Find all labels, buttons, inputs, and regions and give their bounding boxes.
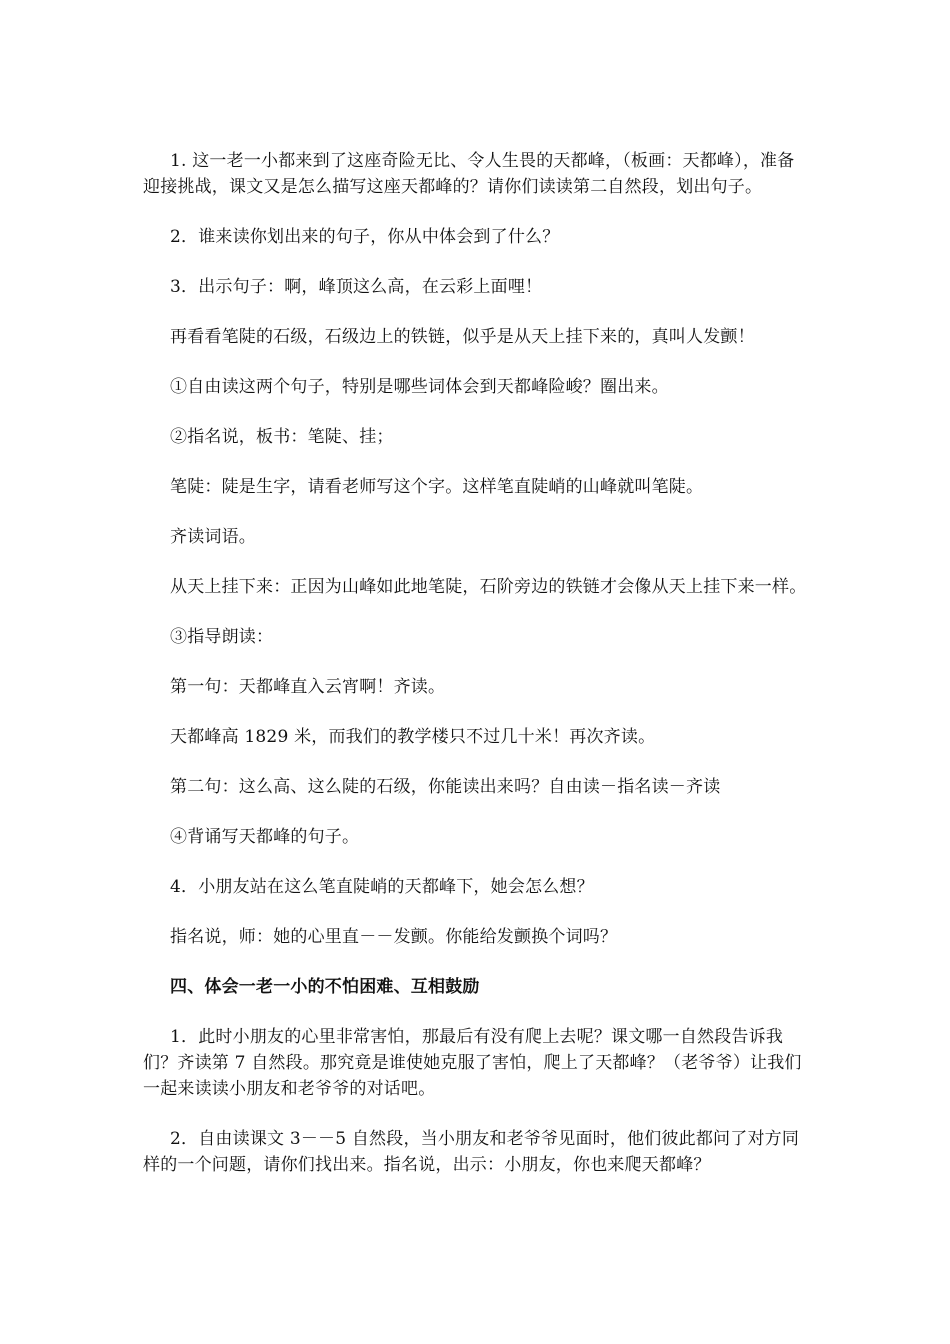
paragraph-12: 天都峰高 1829 米，而我们的教学楼只不过几十米！再次齐读。 [170,727,656,747]
paragraph-13: 第二句：这么高、这么陡的石级，你能读出来吗？自由读－指名读－齐读 [170,777,721,797]
paragraph-16: 指名说，师：她的心里直－－发颤。你能给发颤换个词吗？ [170,927,618,947]
paragraph-1: 1. 这一老一小都来到了这座奇险无比、令人生畏的天都峰，（板画：天都峰），准备迎接挑战，课文又是怎么描写这座天都峰的？请你们读读第二自然段，划出句子。 [143,151,795,197]
paragraph-11: 第一句：天都峰直入云宵啊！齐读。 [170,677,446,697]
paragraph-7: 笔陡：陡是生字，请看老师写这个字。这样笔直陡峭的山峰就叫笔陡。 [170,477,704,497]
document-body [143,148,811,1202]
paragraph-6: ②指名说，板书：笔陡、挂； [170,427,394,447]
paragraph-17: 1．此时小朋友的心里非常害怕，那最后有没有爬上去呢？课文哪一自然段告诉我们？齐读第 7 自然段。那究竟是谁使她克服了害怕，爬上了天都峰？（老爷爷）让我们一起来读读小朋友和老爷爷的对话吧。 [143,1027,802,1099]
paragraph-14: ④背诵写天都峰的句子。 [170,827,360,847]
paragraph-10: ③指导朗读： [170,627,274,647]
paragraph-8: 齐读词语。 [170,527,256,547]
section-heading: 四、体会一老一小的不怕困难、互相鼓励 [170,977,480,997]
paragraph-3: 3．出示句子：啊，峰顶这么高，在云彩上面哩！ [170,277,543,297]
paragraph-9: 从天上挂下来：正因为山峰如此地笔陡，石阶旁边的铁链才会像从天上挂下来一样。 [170,577,807,597]
paragraph-2: 2．谁来读你划出来的句子，你从中体会到了什么？ [170,227,560,247]
paragraph-4: 再看看笔陡的石级，石级边上的铁链，似乎是从天上挂下来的，真叫人发颤！ [170,327,755,347]
paragraph-18: 2．自由读课文 3－－5 自然段，当小朋友和老爷爷见面时，他们彼此都问了对方同样的一个问题，请你们找出来。指名说，出示：小朋友，你也来爬天都峰？ [143,1129,800,1175]
paragraph-5: ①自由读这两个句子，特别是哪些词体会到天都峰险峻？圈出来。 [170,377,669,397]
paragraph-15: 4．小朋友站在这么笔直陡峭的天都峰下，她会怎么想？ [170,877,594,897]
